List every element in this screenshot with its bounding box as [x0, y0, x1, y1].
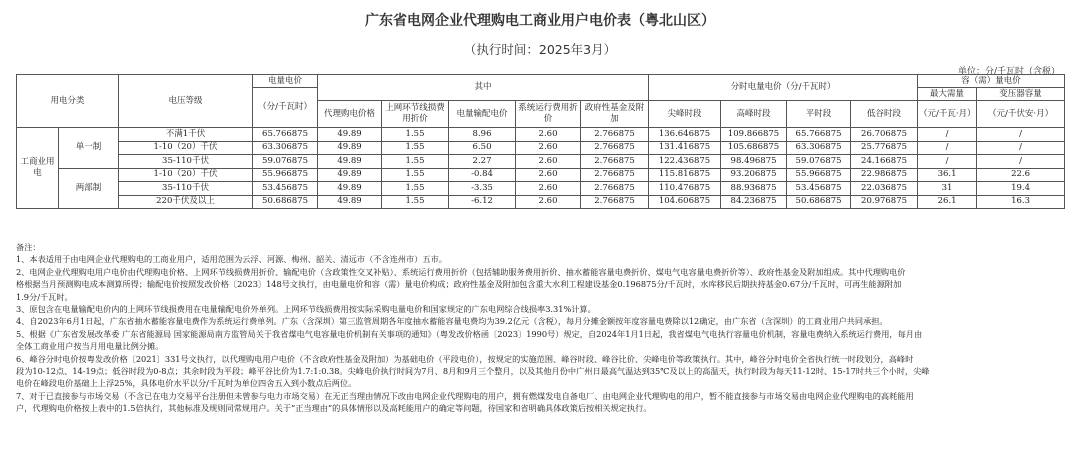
table-cell: 2.766875 — [581, 182, 649, 196]
table-cell: 16.3 — [977, 195, 1065, 209]
table-cell: 35-110千伏 — [119, 182, 253, 196]
header-max-demand: 最大需量 — [918, 88, 977, 101]
table-cell: 2.766875 — [581, 168, 649, 182]
table-cell: 55.966875 — [253, 168, 318, 182]
table-cell: 55.966875 — [787, 168, 851, 182]
header-capacity: 容（需）量电价 — [918, 75, 1065, 88]
table-cell: 49.89 — [318, 128, 382, 142]
note-line: 7、对于已直接参与市场交易（不含已在电力交易平台注册但未曾参与电力市场交易）在无正当理由情况下改由电网企业代理购电的用户，拥有燃煤发电自备电厂、由电网企业代理购电的用户，暂不能直接参与市场交易由电网企业代理购电的高耗能用 — [16, 390, 914, 401]
header-tou: 分时电量电价（分/千瓦时） — [649, 75, 918, 101]
table-cell: -6.12 — [449, 195, 516, 209]
price-table — [16, 74, 1065, 209]
table-cell: 110.476875 — [649, 182, 721, 196]
table-cell: 98.496875 — [721, 155, 787, 169]
table-cell: / — [918, 128, 977, 142]
table-cell: 2.60 — [516, 182, 581, 196]
table-cell: 136.646875 — [649, 128, 721, 142]
table-cell: 59.076875 — [787, 155, 851, 169]
header-flat: 平时段 — [787, 101, 851, 128]
table-cell: -0.84 — [449, 168, 516, 182]
header-max-demand-unit: （元/千瓦·月） — [918, 101, 977, 128]
table-cell: 65.766875 — [253, 128, 318, 142]
table-cell: 63.306875 — [787, 141, 851, 155]
header-agent-price: 代理购电价格 — [318, 101, 382, 128]
table-row — [17, 155, 1065, 169]
table-cell: / — [977, 155, 1065, 169]
table-cell: 50.686875 — [787, 195, 851, 209]
group-label: 工商业用电 — [17, 128, 59, 209]
header-category: 用电分类 — [17, 75, 119, 128]
table-cell: 109.866875 — [721, 128, 787, 142]
header-system-op: 系统运行费用折价 — [516, 101, 581, 128]
execution-time: （执行时间：2025年3月） — [463, 42, 617, 57]
table-cell: 2.60 — [516, 195, 581, 209]
header-transformer: 变压器容量 — [977, 88, 1065, 101]
table-cell: / — [918, 141, 977, 155]
page-title: 广东省电网企业代理购电工商业用户电价表（粤北山区） — [365, 13, 715, 29]
table-cell: 1.55 — [382, 195, 449, 209]
table-cell: 115.816875 — [649, 168, 721, 182]
table-cell: 不满1千伏 — [119, 128, 253, 142]
table-cell: 31 — [918, 182, 977, 196]
table-cell: 220千伏及以上 — [119, 195, 253, 209]
header-energy-price-unit: （分/千瓦时） — [253, 88, 318, 128]
header-valley: 低谷时段 — [851, 101, 918, 128]
table-cell: 2.766875 — [581, 195, 649, 209]
note-line: 5、根据《广东省发展改革委 广东省能源局 国家能源局南方监管局关于我省煤电气电容量电价机制有关事项的通知》（粤发改价格函〔2023〕1990号）规定，自2024年1月1日起，我省煤电气电执行容量电价机制，容量电费纳入系统运行费用，每月由 — [16, 328, 923, 339]
header-transmission: 电量输配电价 — [449, 101, 516, 128]
table-cell: 63.306875 — [253, 141, 318, 155]
table-cell: 26.706875 — [851, 128, 918, 142]
note-line: 1.9分/千瓦时。 — [16, 291, 73, 302]
subgroup-label: 单一制 — [59, 128, 119, 169]
table-cell: 88.936875 — [721, 182, 787, 196]
note-line: 格根据当月预测购电成本测算所得；输配电价按照发改价格〔2023〕148号文执行，由电量电价和容（需）量电价构成；政府性基金及附加包含重大水利工程建设基金0.196875分/千瓦时，水库移民后期扶持基金0.67分/千瓦时，可再生能源附加 — [16, 279, 902, 290]
unit-label: 单位：分/千瓦时（含税） — [957, 67, 1060, 77]
table-cell: 105.686875 — [721, 141, 787, 155]
table-cell: 2.60 — [516, 128, 581, 142]
table-cell: 65.766875 — [787, 128, 851, 142]
table-cell: 49.89 — [318, 141, 382, 155]
table-cell: 2.60 — [516, 155, 581, 169]
table-cell: 93.206875 — [721, 168, 787, 182]
header-peak: 高峰时段 — [721, 101, 787, 128]
table-cell: -3.35 — [449, 182, 516, 196]
table-cell: 59.076875 — [253, 155, 318, 169]
note-line: 6、峰谷分时电价按粤发改价格〔2021〕331号文执行，以代理购电用户电价（不含政府性基金及附加）为基础电价（平段电价），按规定的实施范围、峰谷时段、峰谷比价、尖峰电价等政策执行。其中，峰谷分时电价全省执行统一时段划分，高峰时 — [16, 353, 914, 364]
table-cell: 22.6 — [977, 168, 1065, 182]
header-fund: 政府性基金及附加 — [581, 101, 649, 128]
table-row — [17, 195, 1065, 209]
header-among: 其中 — [318, 75, 649, 101]
table-cell: 84.236875 — [721, 195, 787, 209]
table-cell: 122.436875 — [649, 155, 721, 169]
table-cell: / — [918, 155, 977, 169]
note-line: 户，代理购电价格按上表中的1.5倍执行，其他标准及规则同常规用户。关于“正当理由”的具体情形以及高耗能用户的确定等问题，待国家和省明确具体政策后按相关规定执行。 — [16, 403, 652, 414]
table-cell: 1.55 — [382, 182, 449, 196]
table-cell: 25.776875 — [851, 141, 918, 155]
header-voltage: 电压等级 — [119, 75, 253, 128]
table-cell: 1-10（20）千伏 — [119, 168, 253, 182]
note-line: 1、本表适用于由电网企业代理购电的工商业用户，适用范围为云浮、河源、梅州、韶关、清远市（不含连州市）五市。 — [16, 254, 447, 265]
table-cell: 1.55 — [382, 168, 449, 182]
table-cell: 2.766875 — [581, 141, 649, 155]
table-cell: 49.89 — [318, 182, 382, 196]
table-cell: 26.1 — [918, 195, 977, 209]
table-cell: 2.60 — [516, 141, 581, 155]
table-cell: 1.55 — [382, 128, 449, 142]
table-row — [17, 141, 1065, 155]
table-cell: 2.766875 — [581, 155, 649, 169]
table-cell: 24.166875 — [851, 155, 918, 169]
table-cell: 36.1 — [918, 168, 977, 182]
table-row — [17, 182, 1065, 196]
table-cell: 2.27 — [449, 155, 516, 169]
note-line: 段为10-12点、14-19点；低谷时段为0-8点；其余时段为平段；峰平谷比价为1.7:1:0.38。尖峰电价执行时间为7月、8月和9月三个整月，以及其他月份中广州日最高气温达到35℃及以上的高温天，执行时段为每天11-12时、15-17时共三个小时，尖峰 — [16, 366, 930, 377]
note-line: 4、自2023年6月1日起，广东省抽水蓄能容量电费作为系统运行费单列。广东（含深圳）第三监管周期各年度抽水蓄能容量电费均为39.2亿元（含税），每月分摊金额按年度容量电费除以12确定，由广东省（含深圳）的工商业用户共同承担。 — [16, 316, 888, 327]
table-cell: 49.89 — [318, 155, 382, 169]
table-cell: / — [977, 128, 1065, 142]
table-cell: 104.606875 — [649, 195, 721, 209]
table-cell: 1-10（20）千伏 — [119, 141, 253, 155]
header-line-loss: 上网环节线损费用折价 — [382, 101, 449, 128]
table-cell: 131.416875 — [649, 141, 721, 155]
header-energy-price: 电量电价 — [253, 75, 318, 88]
table-cell: / — [977, 141, 1065, 155]
table-cell: 6.50 — [449, 141, 516, 155]
table-cell: 53.456875 — [787, 182, 851, 196]
note-line: 全体工商业用户按当月用电量比例分摊。 — [16, 341, 164, 352]
table-cell: 22.986875 — [851, 168, 918, 182]
note-line: 3、原包含在电量输配电价内的上网环节线损费用在电量输配电价外单列。上网环节线损费用按实际采购电量电价和国家规定的广东电网综合线损率3.31%计算。 — [16, 304, 596, 315]
header-peak-sharp: 尖峰时段 — [649, 101, 721, 128]
note-line: 备注： — [16, 242, 41, 252]
table-cell: 22.036875 — [851, 182, 918, 196]
table-cell: 20.976875 — [851, 195, 918, 209]
table-cell: 50.686875 — [253, 195, 318, 209]
note-line: 电价在峰段电价基础上上浮25%，具体电价水平以分/千瓦时为单位四舍五入到小数点后两位。 — [16, 378, 357, 389]
table-row — [17, 128, 1065, 142]
table-cell: 1.55 — [382, 155, 449, 169]
subgroup-label: 两部制 — [59, 168, 119, 209]
table-cell: 35-110千伏 — [119, 155, 253, 169]
table-cell: 1.55 — [382, 141, 449, 155]
table-cell: 2.766875 — [581, 128, 649, 142]
table-cell: 2.60 — [516, 168, 581, 182]
table-cell: 19.4 — [977, 182, 1065, 196]
note-line: 2、电网企业代理购电用户电价由代理购电价格、上网环节线损费用折价、输配电价（含政策性交叉补贴）、系统运行费用折价（包括辅助服务费用折价、抽水蓄能容量电费折价、煤电气电容量电费折价等）、政府性基金及附加组成。其中代理购电价 — [16, 266, 906, 277]
table-cell: 49.89 — [318, 168, 382, 182]
notes-section — [16, 241, 1066, 415]
table-row — [17, 168, 1065, 182]
table-cell: 53.456875 — [253, 182, 318, 196]
table-cell: 49.89 — [318, 195, 382, 209]
header-transformer-unit: （元/千伏安·月） — [977, 101, 1065, 128]
table-cell: 8.96 — [449, 128, 516, 142]
